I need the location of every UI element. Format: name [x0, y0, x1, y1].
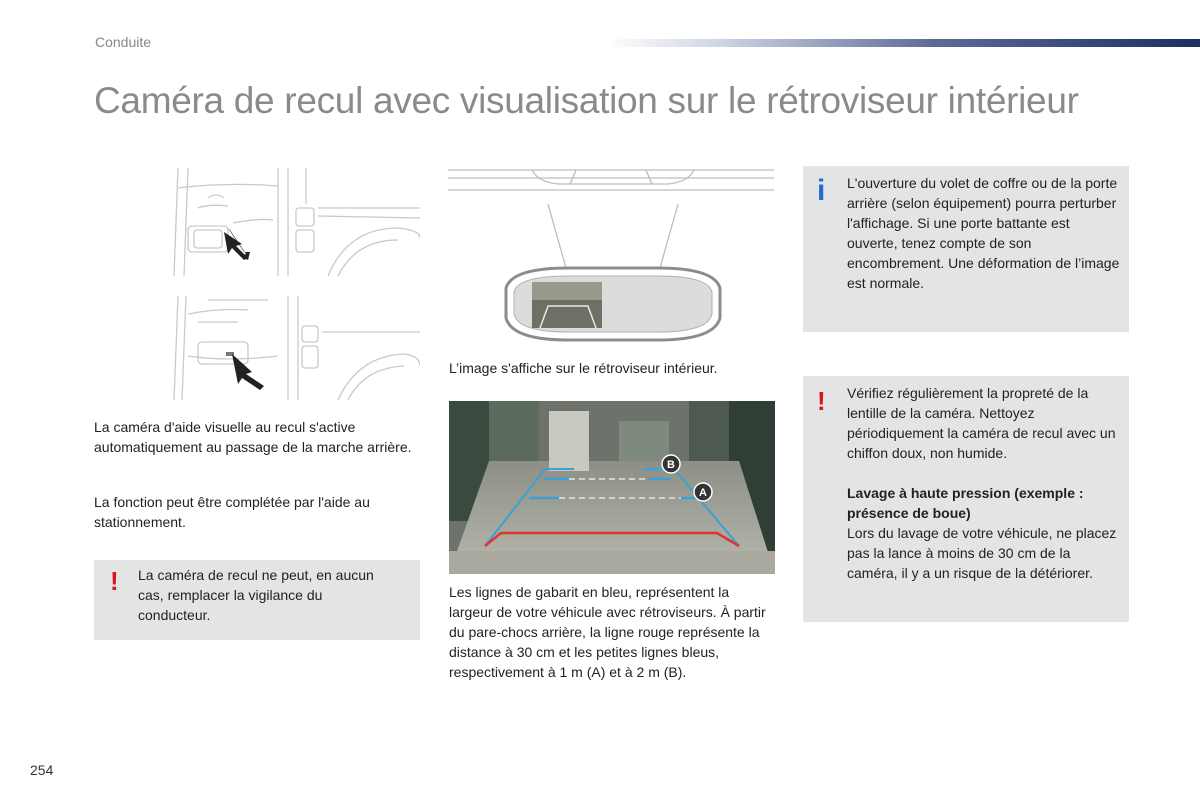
warning-box-vigilance [94, 560, 420, 640]
warning-text-cleaning: Vérifiez régulièrement la propreté de la lentille de la caméra. Nettoyez périodiquement la caméra de recul avec un chiffon doux, non humide. [847, 385, 1116, 461]
page-number: 254 [30, 762, 54, 778]
warning-icon: ! [110, 566, 119, 596]
warning-heading-pressure: Lavage à haute pression (exemple : présence de boue) [847, 485, 1084, 521]
caption-mirror: L’image s'affiche sur le rétroviseur intérieur. [449, 360, 718, 376]
rearview-mirror-illustration [448, 168, 774, 348]
info-icon: i [817, 174, 826, 207]
info-box-door [803, 166, 1129, 332]
camera-view-image [449, 401, 775, 574]
caption-camera-lines: Les lignes de gabarit en bleu, représentent la largeur de votre véhicule avec rétroviseurs. À partir du pare-chocs arrière, la ligne rouge représente la distance à 30 cm et les petites lignes bleus, respectivement à 1 m (A) et à 2 m (B). [449, 584, 766, 680]
header-accent-bar [605, 39, 1200, 47]
warning-text-vigilance: La caméra de recul ne peut, en aucun cas, remplacer la vigilance du conducteur. [138, 567, 374, 623]
page-title: Caméra de recul avec visualisation sur le rétroviseur intérieur [94, 80, 1079, 121]
paragraph-activation: La caméra d'aide visuelle au recul s'active automatiquement au passage de la marche arrière. [94, 419, 412, 455]
warning-icon: ! [817, 386, 826, 416]
warning-text-pressure: Lors du lavage de votre véhicule, ne placez pas la lance à moins de 30 cm de la caméra, il y a un risque de la détériorer. [847, 525, 1117, 581]
label-a: A [699, 487, 707, 499]
warning-box-cleaning [803, 376, 1129, 622]
info-text-door: L'ouverture du volet de coffre ou de la porte arrière (selon équipement) pourra perturber l'affichage. Si une porte battante est ouverte, tenez compte de son encombrement. Une déformation de l’image est normale. [847, 175, 1120, 291]
section-label: Conduite [95, 34, 152, 50]
paragraph-parking-aid: La fonction peut être complétée par l'aide au stationnement. [94, 494, 370, 530]
van-rear-illustration-top [168, 168, 420, 276]
van-rear-illustration-bottom [168, 296, 420, 400]
label-b: B [667, 459, 675, 471]
